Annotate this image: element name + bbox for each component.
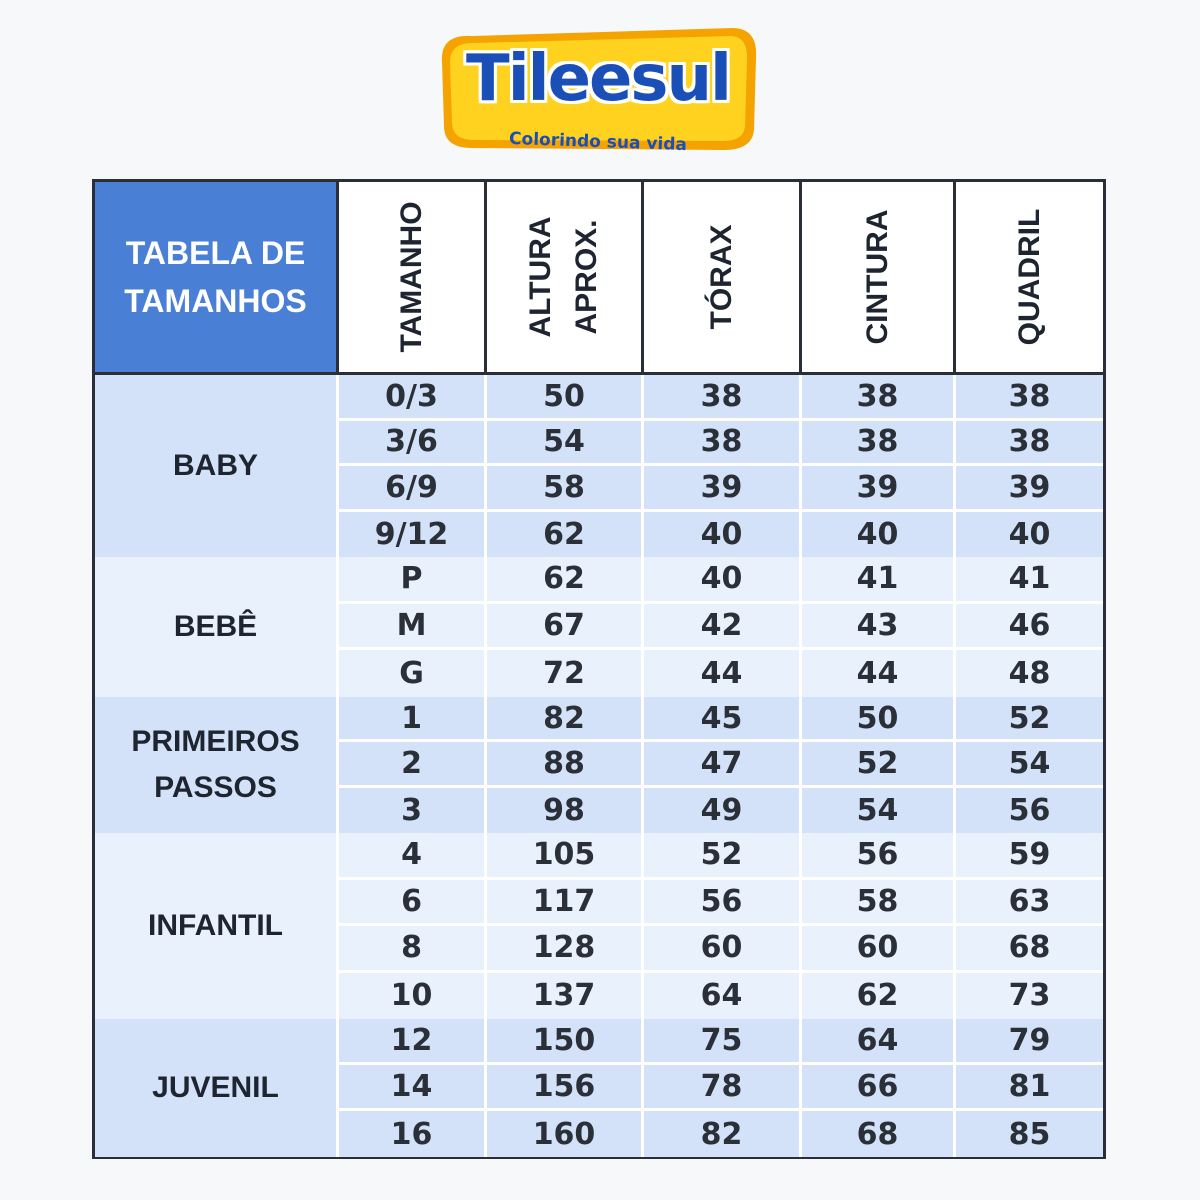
table-row <box>339 833 1103 880</box>
table-row <box>339 557 1103 604</box>
size-cell: 8 <box>339 926 487 970</box>
waist-cell: 62 <box>802 973 956 1020</box>
waist-cell: 64 <box>802 1019 956 1062</box>
chest-cell: 45 <box>644 697 802 739</box>
size-cell: 0/3 <box>339 375 487 418</box>
table-row <box>339 973 1103 1020</box>
hip-cell: 54 <box>1008 745 1051 781</box>
waist-cell: 39 <box>802 466 956 509</box>
size-cell: G <box>339 650 487 697</box>
group-label: JUVENIL <box>95 1019 339 1157</box>
hip-cell: 52 <box>1008 700 1051 736</box>
table-row <box>339 421 1103 467</box>
waist-cell: 58 <box>802 880 956 924</box>
logo-tagline: Colorindo sua vida <box>508 128 688 156</box>
table-row <box>339 697 1103 742</box>
chest-cell: 42 <box>644 604 802 648</box>
hip-cell: 41 <box>1008 561 1051 597</box>
height-cell: 72 <box>487 650 644 697</box>
size-cell: 6/9 <box>339 466 487 509</box>
hip-cell: 39 <box>1008 469 1051 505</box>
waist-cell: 60 <box>802 926 956 970</box>
group-label: BEBÊ <box>95 557 339 697</box>
hip-cell: 48 <box>1008 656 1051 692</box>
group-label: BABY <box>95 375 339 557</box>
column-header-label: TAMANHO <box>394 201 428 353</box>
group-label: INFANTIL <box>95 833 339 1019</box>
chest-cell: 78 <box>644 1065 802 1108</box>
chest-cell: 60 <box>644 926 802 970</box>
chest-cell: 47 <box>644 742 802 784</box>
height-cell: 82 <box>487 697 644 739</box>
chest-cell: 38 <box>644 375 802 418</box>
hip-cell: 46 <box>1008 607 1051 643</box>
hip-cell: 59 <box>1008 837 1051 873</box>
chest-cell: 40 <box>644 557 802 601</box>
waist-cell: 54 <box>802 788 956 833</box>
size-cell: 1 <box>339 697 487 739</box>
chest-cell: 64 <box>644 973 802 1020</box>
height-cell: 58 <box>487 466 644 509</box>
height-cell: 54 <box>487 421 644 464</box>
size-cell: 3 <box>339 788 487 833</box>
height-cell: 50 <box>487 375 644 418</box>
size-cell: 14 <box>339 1065 487 1108</box>
table-row <box>339 512 1103 558</box>
column-header-height <box>487 182 644 372</box>
height-cell: 156 <box>487 1065 644 1108</box>
hip-cell: 81 <box>1008 1069 1051 1104</box>
chest-cell: 39 <box>644 466 802 509</box>
size-cell: 3/6 <box>339 421 487 464</box>
hip-cell: 85 <box>1008 1116 1051 1152</box>
height-cell: 88 <box>487 742 644 784</box>
waist-cell: 52 <box>802 742 956 784</box>
column-header-label: ALTURA APROX. <box>524 216 603 338</box>
chest-cell: 38 <box>644 421 802 464</box>
waist-cell: 50 <box>802 697 956 739</box>
chest-cell: 82 <box>644 1111 802 1157</box>
table-row <box>339 1111 1103 1157</box>
column-header-size <box>339 182 487 372</box>
table-row <box>339 604 1103 651</box>
waist-cell: 68 <box>802 1111 956 1157</box>
brand-logo <box>432 22 764 154</box>
waist-cell: 56 <box>802 833 956 877</box>
chest-cell: 52 <box>644 833 802 877</box>
size-cell: 6 <box>339 880 487 924</box>
table-row <box>339 650 1103 697</box>
column-header-label: CINTURA <box>860 209 894 345</box>
table-row <box>339 880 1103 927</box>
column-header-label: QUADRIL <box>1012 208 1046 346</box>
chest-cell: 75 <box>644 1019 802 1062</box>
chest-cell: 49 <box>644 788 802 833</box>
size-cell: 12 <box>339 1019 487 1062</box>
height-cell: 67 <box>487 604 644 648</box>
height-cell: 150 <box>487 1019 644 1062</box>
height-cell: 98 <box>487 788 644 833</box>
column-header-hip <box>956 182 1103 372</box>
height-cell: 128 <box>487 926 644 970</box>
hip-cell: 73 <box>1008 978 1051 1014</box>
waist-cell: 40 <box>802 512 956 558</box>
chest-cell: 56 <box>644 880 802 924</box>
size-cell: 16 <box>339 1111 487 1157</box>
waist-cell: 66 <box>802 1065 956 1108</box>
table-row <box>339 742 1103 787</box>
column-header-chest <box>644 182 802 372</box>
table-title: TABELA DE TAMANHOS <box>95 182 339 372</box>
table-row <box>339 1065 1103 1111</box>
size-cell: 10 <box>339 973 487 1020</box>
waist-cell: 38 <box>802 421 956 464</box>
height-cell: 160 <box>487 1111 644 1157</box>
size-cell: 4 <box>339 833 487 877</box>
hip-cell: 40 <box>1008 516 1051 552</box>
waist-cell: 43 <box>802 604 956 648</box>
table-row <box>339 375 1103 421</box>
table-row <box>339 788 1103 833</box>
hip-cell: 79 <box>1008 1023 1051 1058</box>
table-row <box>339 1019 1103 1065</box>
size-cell: M <box>339 604 487 648</box>
hip-cell: 63 <box>1008 883 1051 919</box>
height-cell: 62 <box>487 512 644 558</box>
waist-cell: 44 <box>802 650 956 697</box>
size-cell: P <box>339 557 487 601</box>
hip-cell: 68 <box>1008 930 1051 966</box>
size-cell: 2 <box>339 742 487 784</box>
group-label: PRIMEIROS PASSOS <box>95 697 339 833</box>
size-chart-table <box>92 179 1106 1159</box>
height-cell: 117 <box>487 880 644 924</box>
height-cell: 137 <box>487 973 644 1020</box>
chest-cell: 44 <box>644 650 802 697</box>
height-cell: 62 <box>487 557 644 601</box>
waist-cell: 41 <box>802 557 956 601</box>
hip-cell: 38 <box>1008 424 1051 460</box>
column-header-waist <box>802 182 956 372</box>
logo-wordmark: Tileesul <box>466 42 730 116</box>
waist-cell: 38 <box>802 375 956 418</box>
hip-cell: 56 <box>1008 792 1051 828</box>
chest-cell: 40 <box>644 512 802 558</box>
size-cell: 9/12 <box>339 512 487 558</box>
column-header-label: TÓRAX <box>704 224 738 330</box>
table-row <box>339 466 1103 512</box>
hip-cell: 38 <box>1008 378 1051 414</box>
height-cell: 105 <box>487 833 644 877</box>
table-row <box>339 926 1103 973</box>
